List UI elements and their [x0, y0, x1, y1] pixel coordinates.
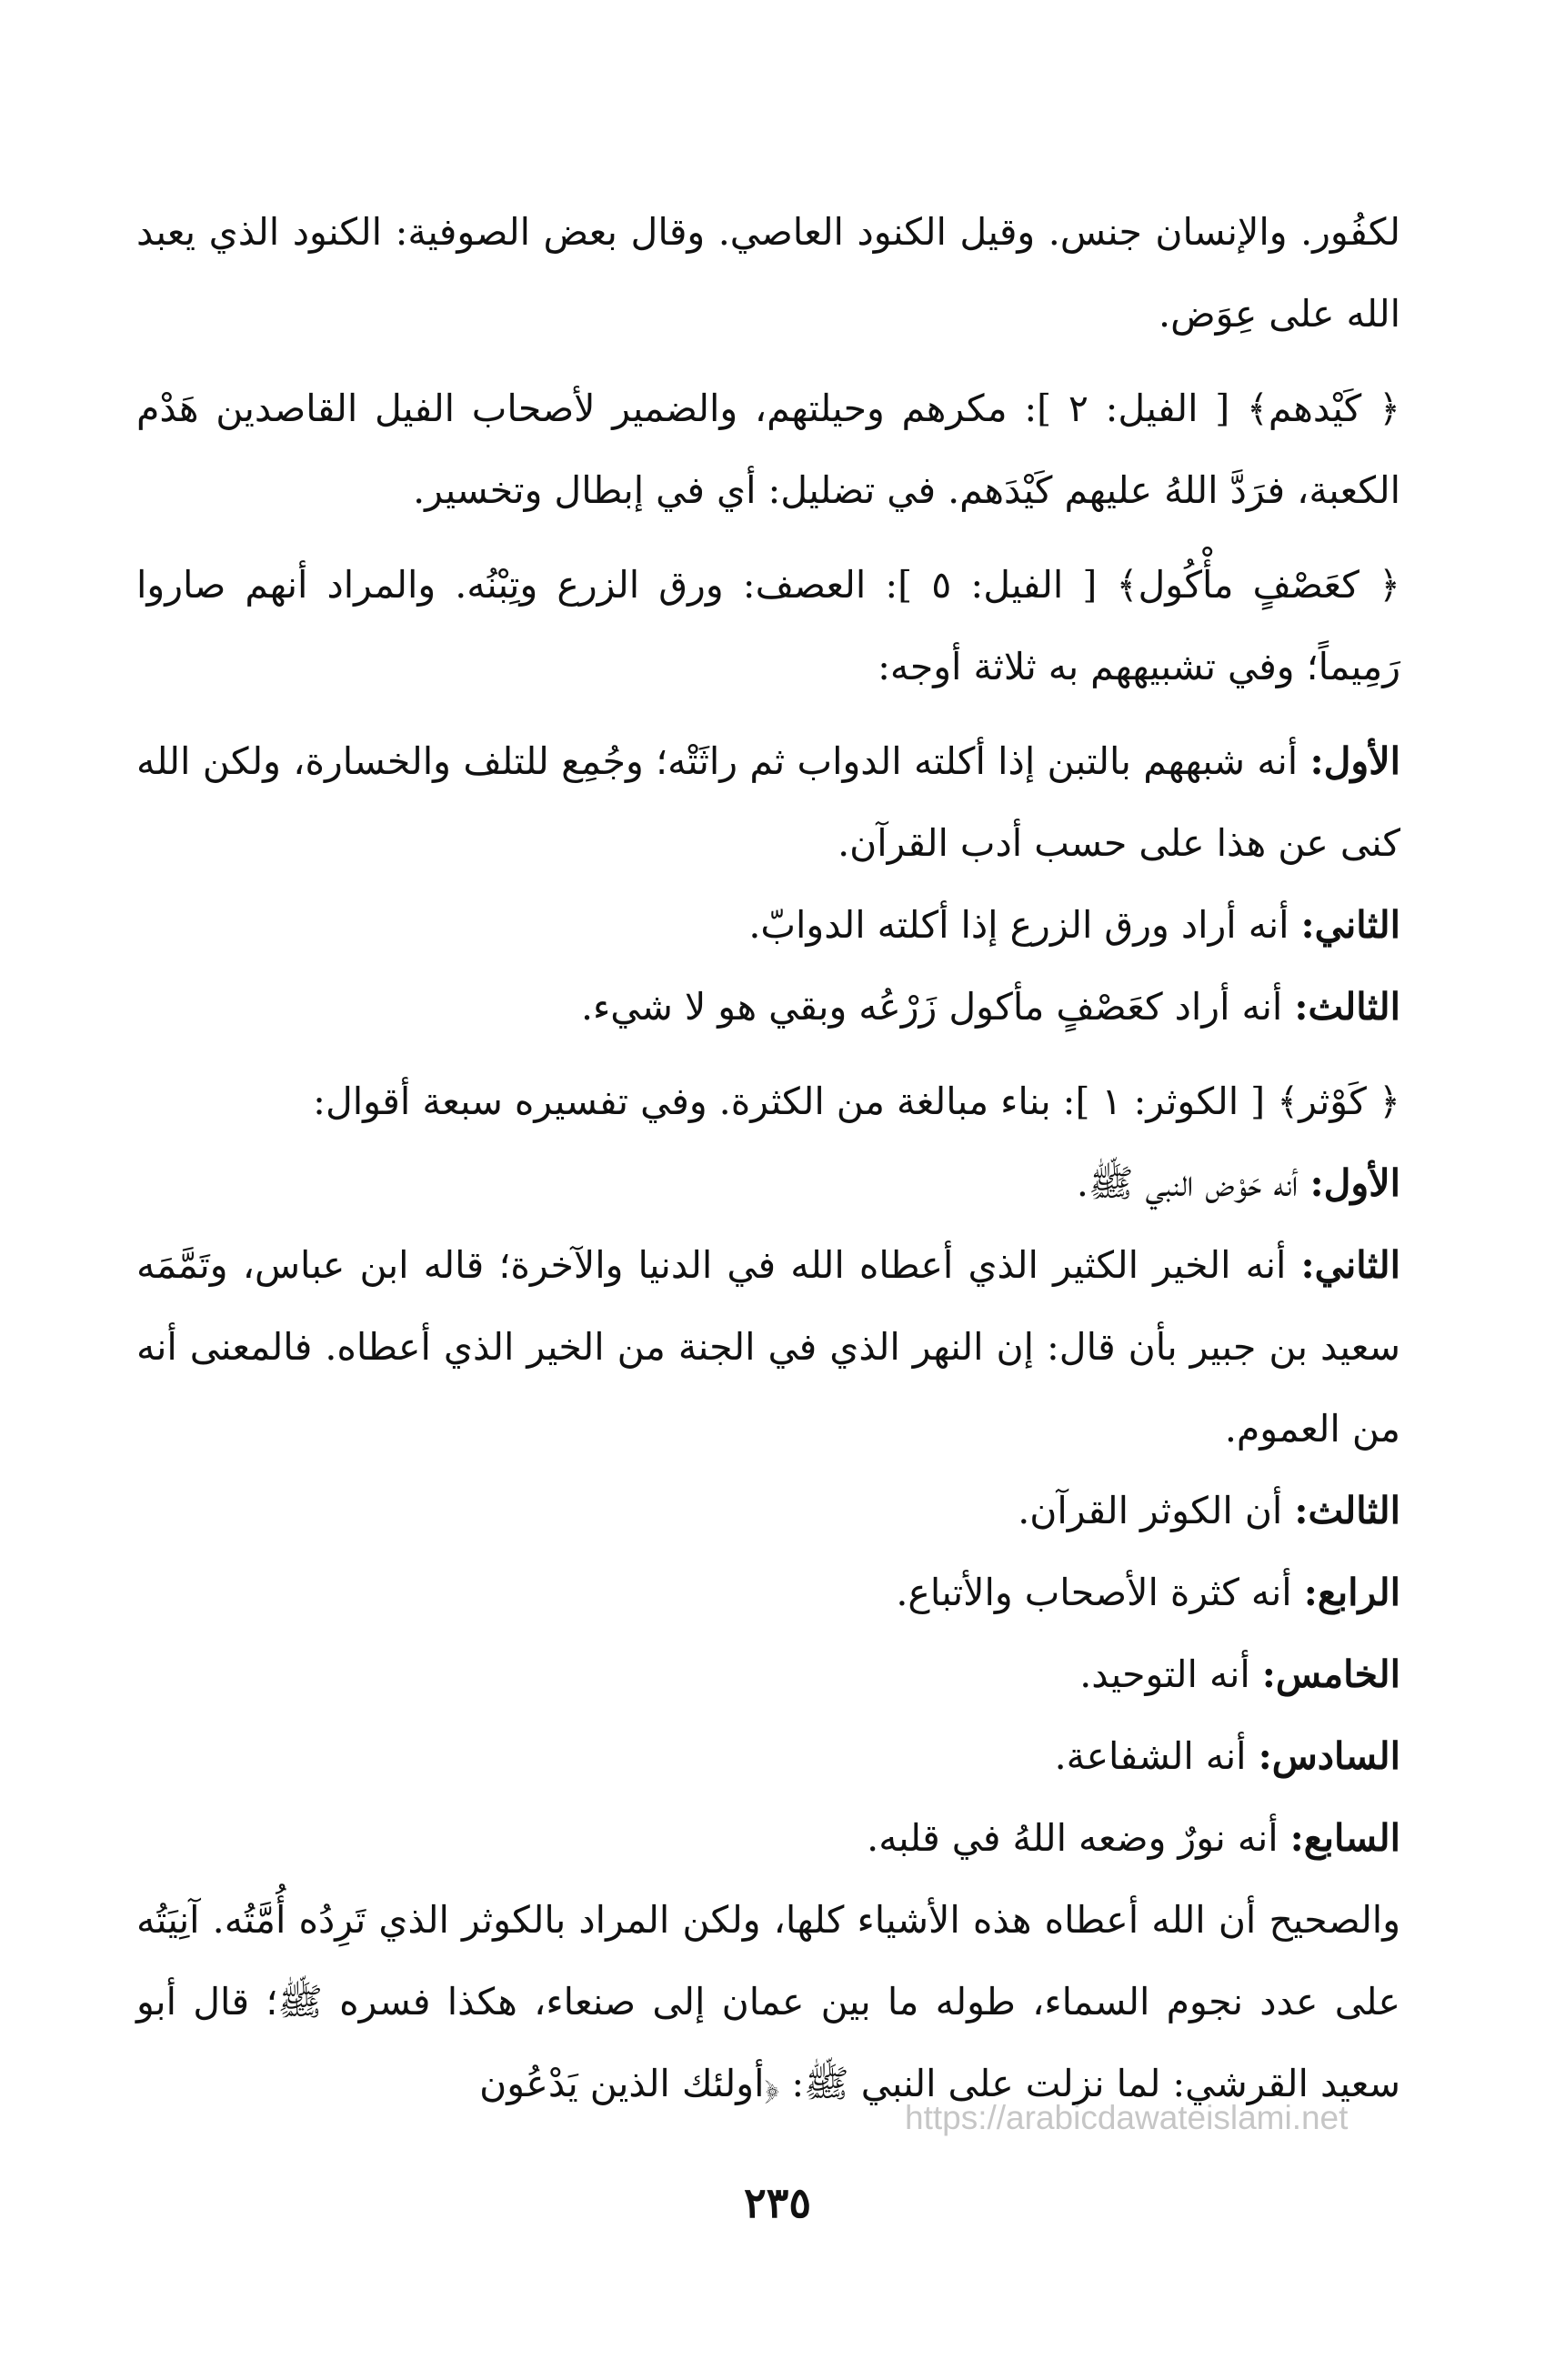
- point-third: [136, 966, 1400, 1048]
- point-second: [136, 884, 1400, 966]
- point-label: الثالث:: [1294, 1489, 1400, 1532]
- point-label: السابع:: [1289, 1816, 1400, 1860]
- paragraph-text: لكفُور. والإنسان جنس. وقيل الكنود العاصي. وقال بعض الصوفية: الكنود الذي يعبد الله على عِوَض.: [136, 210, 1400, 336]
- paragraph-text: [ الكوثر: ١ ]: بناء مبالغة من الكثرة. وفي تفسيره سبعة أقوال:: [313, 1080, 1278, 1123]
- page-number: ٢٣٥: [743, 2178, 812, 2227]
- kawthar-second: [136, 1224, 1400, 1470]
- quran-term: ﴿ كَيْدهم﴾: [1246, 387, 1400, 430]
- page-body: [136, 191, 1400, 2124]
- paragraph-text: [ الفيل: ٢ ]: مكرهم وحيلتهم، والضمير لأصحاب الفيل القاصدين هَدْم الكعبة، فرَدَّ اللهُ عليهم كَيْدَهم. في تضليل: أي في إبطال وتخسير.: [136, 387, 1400, 512]
- point-text: أنه نورٌ وضعه اللهُ في قلبه.: [867, 1816, 1290, 1860]
- kawthar-first: [136, 1142, 1400, 1224]
- point-text: أن الكوثر القرآن.: [1018, 1489, 1295, 1532]
- quran-term: ﴿ كَوْثر﴾: [1277, 1080, 1400, 1123]
- paragraph-kawthar: [136, 1060, 1400, 1142]
- kawthar-third: [136, 1470, 1400, 1552]
- paragraph-text: والصحيح أن الله أعطاه هذه الأشياء كلها، ولكن المراد بالكوثر الذي تَرِدُه أُمَّتُه. آنِيَتُه على عدد نجوم السماء، طوله ما بين عمان إلى صنعاء، هكذا فسره ﷺ؛ قال أبو سعيد القرشي: لما نزلت على النبي ﷺ: ﴿أولئك الذين يَدْعُون: [136, 1898, 1400, 2105]
- kawthar-fourth: [136, 1552, 1400, 1633]
- point-label: الثاني:: [1300, 903, 1400, 947]
- point-text: أنه التوحيد.: [1079, 1652, 1262, 1696]
- paragraph-1: [136, 191, 1400, 355]
- kawthar-seventh: [136, 1797, 1400, 1879]
- paragraph-text: [ الفيل: ٥ ]: العصف: ورق الزرع وتِبْنُه. والمراد أنهم صاروا رَمِيماً؛ وفي تشبيههم به ثلاثة أوجه:: [136, 563, 1400, 688]
- paragraph-asf: [136, 544, 1400, 708]
- point-label: السادس:: [1258, 1734, 1400, 1778]
- point-label: الأول:: [1309, 1161, 1400, 1205]
- point-text: أنه حَوْض النبي ﷺ.: [1076, 1161, 1310, 1205]
- point-text: أنه الخير الكثير الذي أعطاه الله في الدنيا والآخرة؛ قاله ابن عباس، وتَمَّمَه سعيد بن جبير بأن قال: إن النهر الذي في الجنة من الخير الذي أعطاه. فالمعنى أنه من العموم.: [136, 1243, 1400, 1451]
- point-label: الرابع:: [1303, 1571, 1400, 1614]
- point-text: أنه أراد ورق الزرع إذا أكلته الدوابّ.: [748, 903, 1301, 947]
- point-text: أنه كثرة الأصحاب والأتباع.: [896, 1571, 1304, 1614]
- point-first: [136, 720, 1400, 884]
- watermark-url: https://arabicdawateislami.net: [905, 2099, 1349, 2136]
- kawthar-fifth: [136, 1633, 1400, 1715]
- point-label: الأول:: [1309, 739, 1400, 783]
- point-label: الثاني:: [1300, 1243, 1400, 1287]
- point-text: أنه شبههم بالتبن إذا أكلته الدواب ثم راثَتْه؛ وجُمِع للتلف والخسارة، ولكن الله كنى عن هذا على حسب أدب القرآن.: [136, 739, 1400, 865]
- quran-term: ﴿ كعَصْفٍ مأْكُول﴾: [1116, 563, 1400, 607]
- point-label: الخامس:: [1261, 1652, 1400, 1696]
- point-text: أنه أراد كعَصْفٍ مأكول زَرْعُه وبقي هو لا شيء.: [581, 985, 1295, 1029]
- point-label: الثالث:: [1294, 985, 1400, 1029]
- kawthar-sixth: [136, 1715, 1400, 1797]
- paragraph-kaydahum: [136, 367, 1400, 531]
- point-text: أنه الشفاعة.: [1054, 1734, 1259, 1778]
- paragraph-conclusion: [136, 1879, 1400, 2124]
